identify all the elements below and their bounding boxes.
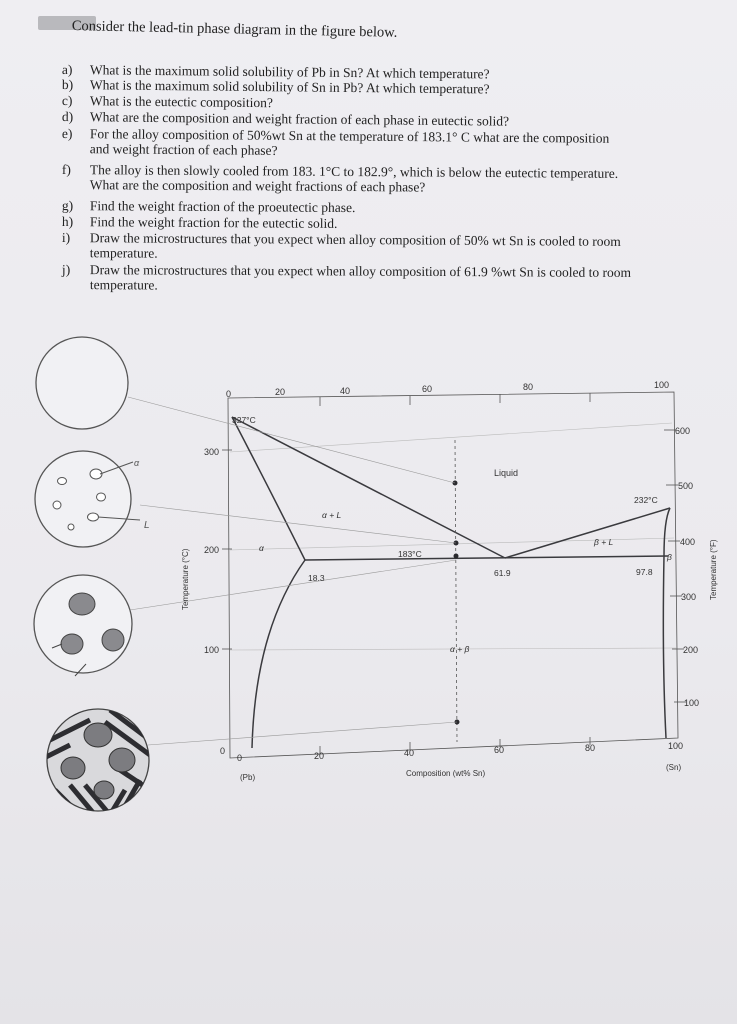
svg-text:200: 200 [683,645,699,655]
beta-l-label: β + L [594,537,614,547]
svg-text:500: 500 [678,481,694,491]
question-text: What is the maximum solid solubility of Sn in Pb? At which temperature? [89,77,490,97]
svg-text:40: 40 [404,748,415,758]
question-label: c) [61,93,73,109]
sn-melt-label: 232°C [634,495,658,505]
svg-text:100: 100 [654,380,670,390]
question-text: Draw the microstructures that you expect when alloy composition of 61.9 %wt Sn is cooled to room [89,262,632,280]
question-label: d) [61,109,74,125]
question-label: b) [61,77,74,93]
question-label: i) [61,230,71,246]
svg-text:0: 0 [226,389,232,399]
sn-end-label: (Sn) [666,763,682,772]
question-text: and weight fraction of each phase? [89,141,278,158]
bottom-ticks [237,741,683,763]
c-eutectic-label: 61.9 [494,568,511,578]
micro-alpha-label: α [134,458,140,468]
svg-text:100: 100 [204,645,220,655]
c-alpha-label: 18.3 [308,573,325,583]
question-label: g) [61,198,74,214]
svg-text:300: 300 [204,447,220,457]
question-text: For the alloy composition of 50%wt Sn at the temperature of 183.1° C what are the composition [89,126,610,146]
question-text: What is the maximum solid solubility of Pb in Sn? At which temperature? [89,62,490,82]
svg-text:80: 80 [585,743,596,753]
question-label: h) [61,214,74,230]
question-label: e) [61,126,73,142]
question-text: Find the weight fraction of the proeutectic phase. [89,198,356,216]
alpha-beta-label: α + β [450,644,470,654]
svg-text:0: 0 [237,753,243,763]
question-label: a) [61,62,73,78]
phase-boundaries [232,417,670,748]
c-beta-label: 97.8 [636,567,653,577]
question-text: temperature. [89,245,158,261]
question-text: Draw the microstructures that you expect when alloy composition of 50% wt Sn is cooled to room [89,230,621,249]
svg-text:600: 600 [675,426,691,436]
question-text: temperature. [89,277,158,293]
top-ticks [226,380,669,399]
svg-text:400: 400 [680,537,696,547]
svg-text:200: 200 [204,545,220,555]
pb-melt-label: 327°C [232,415,256,425]
left-axis-label: Temperature (°C) [181,548,190,610]
liquid-label: Liquid [494,468,519,478]
alpha-label: α [259,543,264,553]
eutectic-temp-label: 183°C [398,549,422,559]
alpha-l-label: α + L [322,510,342,520]
svg-text:100: 100 [668,741,684,751]
svg-text:80: 80 [523,382,534,392]
svg-text:40: 40 [340,386,351,396]
left-ticks [204,447,225,756]
question-label: j) [61,262,71,278]
page-title: Consider the lead-tin phase diagram in the figure below. [71,18,398,41]
svg-text:0: 0 [220,746,226,756]
question-label: f) [61,162,71,178]
question-text: What are the composition and weight fractions of each phase? [89,177,426,195]
question-text: Find the weight fraction for the eutectic solid. [89,214,338,231]
right-ticks [675,426,699,708]
pb-end-label: (Pb) [240,773,256,782]
svg-text:20: 20 [275,387,286,397]
question-text: What are the composition and weight fraction of each phase in eutectic solid? [89,109,510,129]
micro-liquid-label: L [144,520,150,531]
svg-text:100: 100 [684,698,700,708]
svg-text:300: 300 [681,592,697,602]
question-text: The alloy is then slowly cooled from 183. 1°C to 182.9°, which is below the eutectic temperature. [89,162,619,181]
svg-text:60: 60 [494,745,505,755]
right-axis-label: Temperature (°F) [709,539,718,600]
question-text: What is the eutectic composition? [89,93,273,111]
svg-text:60: 60 [422,384,433,394]
beta-label: β [667,552,672,562]
svg-text:20: 20 [314,751,325,761]
bottom-axis-label: Composition (wt% Sn) [406,769,486,778]
